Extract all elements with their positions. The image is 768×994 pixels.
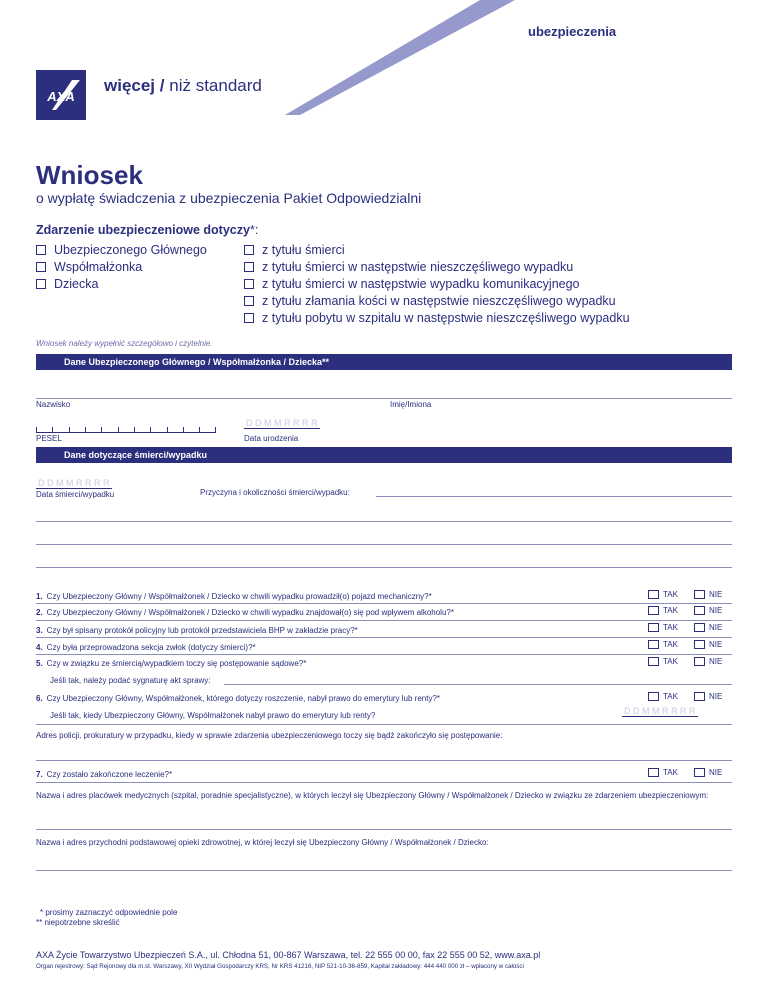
tagline-bold: więcej xyxy=(104,76,156,95)
checkbox[interactable] xyxy=(244,313,254,323)
label-pesel: PESEL xyxy=(36,434,62,443)
label-names: Imię/Imiona xyxy=(390,400,432,409)
q5-no[interactable]: NIE xyxy=(694,657,722,666)
question-2: 2. Czy Ubezpieczony Główny / Współmałżonek / Dziecko w chwili wypadku znajdował(o) się pod wpływem alkoholu?* xyxy=(36,608,454,617)
label-dob: Data urodzenia xyxy=(244,434,299,443)
tagline-slash: / xyxy=(159,76,165,95)
option-type-traffic-death[interactable] xyxy=(244,275,630,292)
event-type-options xyxy=(244,241,630,326)
checkbox[interactable] xyxy=(694,590,705,599)
option-person-spouse[interactable] xyxy=(36,258,207,275)
divider xyxy=(36,620,732,621)
pension-date-input[interactable]: D D M M R R R R xyxy=(624,706,696,716)
section-header-personal: Dane Ubezpieczonego Głównego / Współmałżonka / Dziecka** xyxy=(36,354,732,370)
cause-line-3[interactable] xyxy=(36,544,732,545)
page-subtitle: o wypłatę świadczenia z ubezpieczenia Pakiet Odpowiedzialni xyxy=(36,190,422,206)
option-label: z tytułu śmierci w następstwie wypadku komunikacyjnego xyxy=(262,276,580,291)
label-cause: Przyczyna i okoliczności śmierci/wypadku: xyxy=(200,488,350,497)
checkbox[interactable] xyxy=(36,279,46,289)
q7-yes[interactable]: TAK xyxy=(648,768,678,777)
option-label: z tytułu śmierci w następstwie nieszczęśliwego wypadku xyxy=(262,259,574,274)
q3-no[interactable]: NIE xyxy=(694,623,722,632)
q7-no[interactable]: NIE xyxy=(694,768,722,777)
tagline xyxy=(104,76,262,96)
dob-input[interactable]: D D M M R R R R xyxy=(246,418,318,428)
brand-label: ubezpieczenia xyxy=(528,24,617,39)
section-header-event: Dane dotyczące śmierci/wypadku xyxy=(36,447,732,463)
pesel-input[interactable] xyxy=(36,424,216,433)
decorative-stripe xyxy=(0,0,768,140)
axa-logo xyxy=(36,70,86,120)
checkbox[interactable] xyxy=(694,640,705,649)
divider xyxy=(36,724,732,725)
q3-yes[interactable]: TAK xyxy=(648,623,678,632)
label-medical-facilities: Nazwa i adres placówek medycznych (szpital, poradnie specjalistyczne), w których leczył się Ubezpieczony Główny / Współmałżonek / Dziecko w związku ze zdarzeniem ubezpieczeniowym: xyxy=(36,791,709,800)
footnote-1: * prosimy zaznaczyć odpowiednie pole xyxy=(40,908,178,917)
checkbox[interactable] xyxy=(36,262,46,272)
footer-registry: Organ rejestrowy: Sąd Rejonowy dla m.st. Warszawy, XII Wydział Gospodarczy KRS, Nr KRS 41216, NIP 521-10-36-859, Kapitał zakładowy: 444 440 000 zł – wpłacony w całości xyxy=(36,963,524,970)
event-heading xyxy=(36,223,258,237)
checkbox[interactable] xyxy=(694,623,705,632)
option-type-fracture[interactable] xyxy=(244,292,630,309)
option-label: Współmałżonka xyxy=(54,259,143,274)
option-person-main[interactable] xyxy=(36,241,207,258)
footer-company: AXA Życie Towarzystwo Ubezpieczeń S.A., ul. Chłodna 51, 00-867 Warszawa, tel. 22 555 00 00, fax 22 555 00 52, www.axa.pl xyxy=(36,950,541,960)
fill-instruction: Wniosek należy wypełnić szczegółowo i czytelnie. xyxy=(36,339,213,348)
question-4: 4. Czy była przeprowadzona sekcja zwłok (dotyczy śmierci)?* xyxy=(36,643,256,652)
option-type-hospital[interactable] xyxy=(244,309,630,326)
checkbox[interactable] xyxy=(244,262,254,272)
person-options xyxy=(36,241,207,292)
police-address-line[interactable] xyxy=(36,760,732,761)
label-surname: Nazwisko xyxy=(36,400,71,409)
cause-line-1[interactable] xyxy=(376,496,732,497)
q4-no[interactable]: NIE xyxy=(694,640,722,649)
label-clinic: Nazwa i adres przychodni podstawowej opieki zdrowotnej, w której leczył się Ubezpieczony Główny / Współmałżonek / Dziecko: xyxy=(36,838,489,847)
event-heading-text: Zdarzenie ubezpieczeniowe dotyczy xyxy=(36,223,250,237)
checkbox[interactable] xyxy=(648,640,659,649)
checkbox[interactable] xyxy=(648,606,659,615)
checkbox[interactable] xyxy=(244,279,254,289)
case-number-line[interactable] xyxy=(224,684,732,685)
checkbox[interactable] xyxy=(648,692,659,701)
checkbox[interactable] xyxy=(694,657,705,666)
q5-followup: Jeśli tak, należy podać sygnaturę akt sprawy: xyxy=(50,676,211,685)
option-label: z tytułu złamania kości w następstwie nieszczęśliwego wypadku xyxy=(262,293,616,308)
checkbox[interactable] xyxy=(244,245,254,255)
question-3: 3. Czy był spisany protokół policyjny lub protokół przedstawiciela BHP w zakładzie pracy?* xyxy=(36,626,358,635)
label-police-address: Adres policji, prokuratury w przypadku, kiedy w sprawie zdarzenia ubezpieczeniowego toczy się bądź zakończyło się postępowanie: xyxy=(36,731,503,740)
option-type-accident-death[interactable] xyxy=(244,258,630,275)
clinic-line[interactable] xyxy=(36,870,732,871)
divider xyxy=(36,654,732,655)
option-label: Dziecka xyxy=(54,276,99,291)
option-label: z tytułu pobytu w szpitalu w następstwie nieszczęśliwego wypadku xyxy=(262,310,630,325)
checkbox[interactable] xyxy=(648,657,659,666)
divider xyxy=(36,782,732,783)
checkbox[interactable] xyxy=(694,606,705,615)
q1-no[interactable]: NIE xyxy=(694,590,722,599)
footnote-2: ** niepotrzebne skreślić xyxy=(36,918,120,927)
question-5: 5. Czy w związku ze śmiercią/wypadkiem toczy się postępowanie sądowe?* xyxy=(36,659,307,668)
checkbox[interactable] xyxy=(648,768,659,777)
question-1: 1. Czy Ubezpieczony Główny / Współmałżonek / Dziecko w chwili wypadku prowadził(o) pojazd mechaniczny?* xyxy=(36,592,432,601)
checkbox[interactable] xyxy=(36,245,46,255)
checkbox[interactable] xyxy=(648,590,659,599)
tagline-rest: niż standard xyxy=(169,76,262,95)
q6-yes[interactable]: TAK xyxy=(648,692,678,701)
q4-yes[interactable]: TAK xyxy=(648,640,678,649)
q2-yes[interactable]: TAK xyxy=(648,606,678,615)
page-title: Wniosek xyxy=(36,160,143,190)
option-label: z tytułu śmierci xyxy=(262,242,345,257)
option-label: Ubezpieczonego Głównego xyxy=(54,242,207,257)
medical-line[interactable] xyxy=(36,829,732,830)
cause-line-4[interactable] xyxy=(36,567,732,568)
q6-followup: Jeśli tak, kiedy Ubezpieczony Główny, Współmałżonek nabył prawo do emerytury lub renty? xyxy=(50,711,376,720)
event-heading-star: *: xyxy=(249,223,259,237)
q5-yes[interactable]: TAK xyxy=(648,657,678,666)
checkbox[interactable] xyxy=(648,623,659,632)
q1-yes[interactable]: TAK xyxy=(648,590,678,599)
question-6: 6. Czy Ubezpieczony Główny, Współmałżonek, którego dotyczy roszczenie, nabył prawo do emerytury lub renty?* xyxy=(36,694,441,703)
event-date-input[interactable]: D D M M R R R R xyxy=(38,478,110,488)
question-7: 7. Czy zostało zakończone leczenie?* xyxy=(36,770,173,779)
q6-no[interactable]: NIE xyxy=(694,692,722,701)
checkbox[interactable] xyxy=(694,692,705,701)
divider xyxy=(36,603,732,604)
cause-line-2[interactable] xyxy=(36,521,732,522)
checkbox[interactable] xyxy=(244,296,254,306)
q2-no[interactable]: NIE xyxy=(694,606,722,615)
checkbox[interactable] xyxy=(694,768,705,777)
option-person-child[interactable] xyxy=(36,275,207,292)
divider xyxy=(36,637,732,638)
option-type-death[interactable] xyxy=(244,241,630,258)
svg-text:AXA: AXA xyxy=(47,89,75,104)
label-event-date: Data śmierci/wypadku xyxy=(36,490,115,499)
surname-line xyxy=(36,398,732,399)
